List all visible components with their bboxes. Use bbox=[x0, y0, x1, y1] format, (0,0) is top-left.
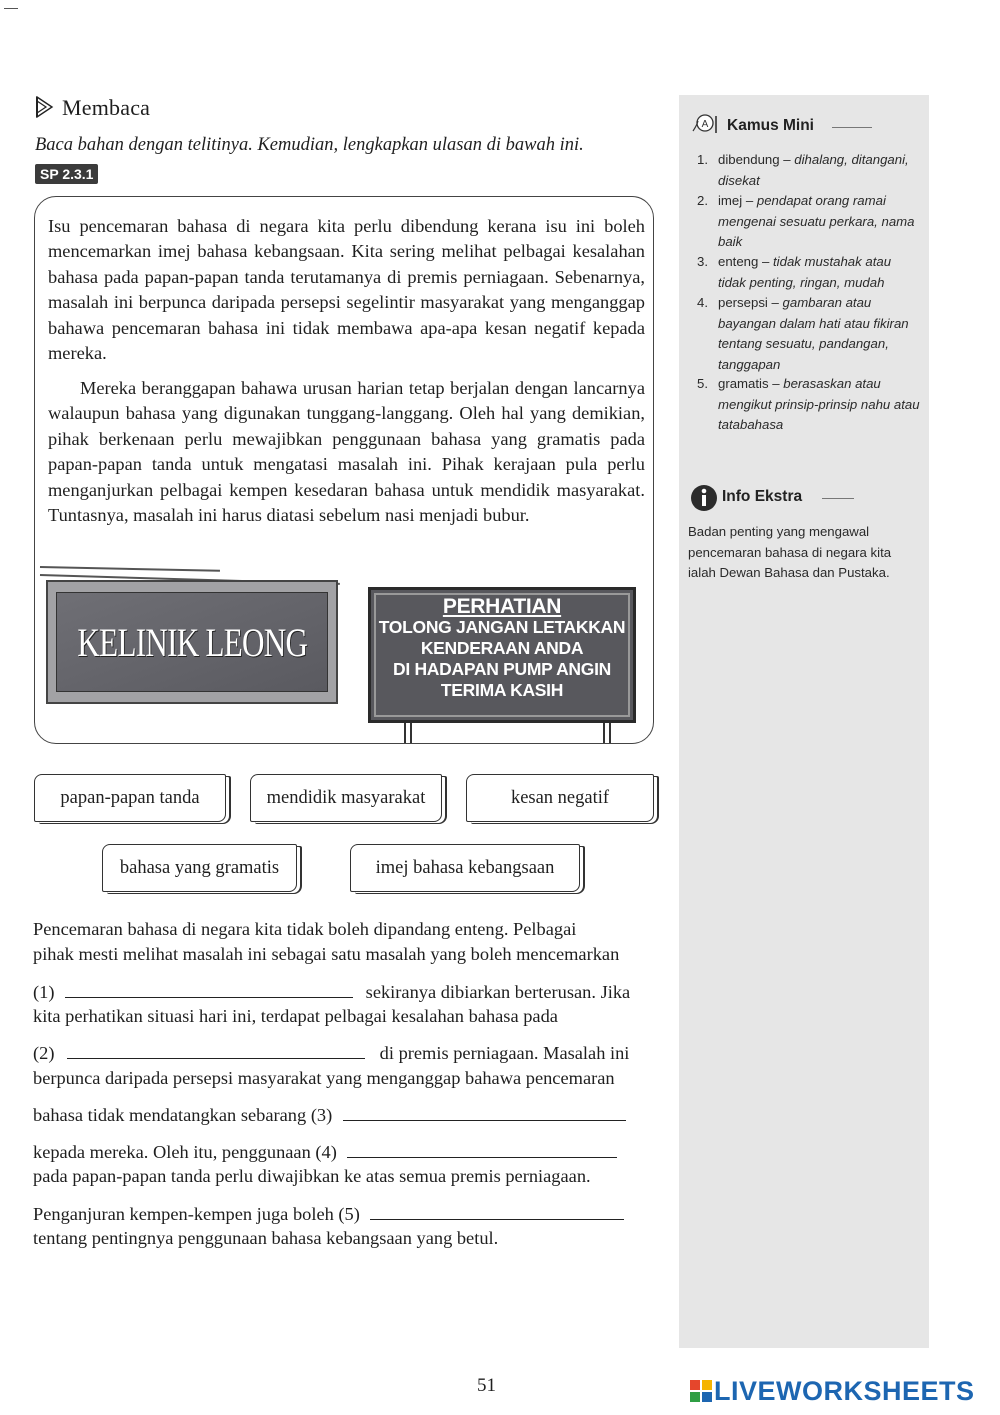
notice-line: TOLONG JANGAN LETAKKAN bbox=[378, 617, 626, 637]
skill-code-badge: SP 2.3.1 bbox=[35, 164, 98, 184]
watermark: LIVEWORKSHEETS bbox=[690, 1376, 975, 1407]
notice-line: KENDERAAN ANDA bbox=[420, 638, 584, 658]
exercise-line: kepada mereka. Oleh itu, penggunaan (4) bbox=[33, 1140, 617, 1165]
clinic-sign-text: KELINIK LEONG bbox=[77, 619, 307, 665]
answer-blank-5[interactable] bbox=[370, 1203, 624, 1220]
word-bank-item[interactable]: imej bahasa kebangsaan bbox=[350, 844, 580, 892]
exercise-line: (2) di premis perniagaan. Masalah ini bbox=[33, 1043, 630, 1063]
notice-line: TERIMA KASIH bbox=[440, 680, 564, 700]
blank-number: (3) bbox=[310, 1105, 333, 1125]
info-extra-text: Badan penting yang mengawal pencemaran bahasa di negara kita ialah Dewan Bahasa dan Pustaka. bbox=[688, 524, 892, 580]
title-rule bbox=[822, 498, 854, 499]
arrow-bullet-icon bbox=[35, 96, 55, 118]
exercise-line: pihak mesti melihat masalah ini sebagai satu masalah yang boleh mencemarkan bbox=[33, 944, 620, 964]
kamus-mini-title: Kamus Mini bbox=[727, 117, 814, 134]
clinic-signboard bbox=[46, 580, 338, 704]
answer-blank-1[interactable] bbox=[65, 981, 353, 998]
word-bank-item[interactable]: mendidik masyarakat bbox=[250, 774, 442, 822]
word-bank-item[interactable]: papan-papan tanda bbox=[34, 774, 226, 822]
section-title: Membaca bbox=[62, 95, 151, 120]
blank-number: (4) bbox=[315, 1142, 337, 1162]
kamus-item: 4. persepsi – gambaran atau bayangan dalam hati atau fikiran tentang sesuatu, pandangan, tanggapan bbox=[697, 295, 909, 372]
exercise-line: (1) sekiranya dibiarkan berterusan. Jika bbox=[33, 982, 631, 1002]
signpost bbox=[404, 723, 406, 743]
exercise-line: pada papan-papan tanda perlu diwajibkan ke atas semua premis perniagaan. bbox=[33, 1166, 591, 1186]
blank-number: (2) bbox=[33, 1043, 55, 1063]
blank-number: (5) bbox=[338, 1204, 360, 1224]
notice-line: PERHATIAN bbox=[442, 595, 562, 618]
passage-paragraph-2: Mereka beranggapan bahawa urusan harian tetap berjalan dengan lancarnya walaupun bahasa yang digunakan tunggang-langgang. Oleh hal yang demikian, pihak berkenaan perlu mewajibkan penggunaan bahasa yang gramatis pada papan-papan tanda untuk mengatasi masalah ini. Pihak kerajaan pula perlu menganjurkan pelbagai kempen kesedaran bahasa untuk mendidik masyarakat. Tuntasnya, masalah ini harus diatasi sebelum nasi menjadi bubur. bbox=[48, 378, 645, 526]
notice-line: DI HADAPAN PUMP ANGIN bbox=[393, 659, 611, 679]
answer-blank-2[interactable] bbox=[67, 1042, 365, 1059]
kamus-item: 2. imej – pendapat orang ramai mengenai sesuatu perkara, nama baik bbox=[697, 193, 915, 249]
passage-paragraph-1: Isu pencemaran bahasa di negara kita perlu dibendung kerana isu ini boleh mencemarkan imej bahasa kebangsaan. Kita sering melihat pelbagai kesalahan bahasa pada papan-papan tanda terutamanya di premis perniagaan. Sebenarnya, masalah ini berpunca daripada persepsi segelintir masyarakat yang menganggap bahawa pencemaran bahasa ini tidak membawa apa-apa kesan negatif kepada mereka. bbox=[48, 216, 645, 364]
liveworksheets-logo-icon bbox=[690, 1380, 712, 1402]
exercise-line: tentang pentingnya penggunaan bahasa kebangsaan yang betul. bbox=[33, 1228, 499, 1248]
instruction-text: Baca bahan dengan telitinya. Kemudian, lengkapkan ulasan di bawah ini. bbox=[35, 135, 584, 155]
answer-blank-4[interactable] bbox=[347, 1141, 617, 1158]
exercise-line: Pencemaran bahasa di negara kita tidak boleh dipandang enteng. Pelbagai bbox=[33, 919, 577, 939]
svg-text:A: A bbox=[701, 119, 709, 130]
exercise-line: kita perhatikan situasi hari ini, terdapat pelbagai kesalahan bahasa pada bbox=[33, 1006, 558, 1026]
page-number: 51 bbox=[477, 1375, 496, 1396]
blank-number: (1) bbox=[33, 982, 55, 1002]
dictionary-icon bbox=[690, 113, 720, 135]
exercise-line: Penganjuran kempen-kempen juga boleh (5) bbox=[33, 1202, 624, 1227]
signpost bbox=[410, 723, 412, 743]
info-icon bbox=[689, 483, 719, 513]
corner-mark bbox=[4, 8, 18, 9]
exercise-line: bahasa tidak mendatangkan sebarang (3) bbox=[33, 1103, 626, 1128]
signpost bbox=[603, 723, 605, 743]
title-rule bbox=[832, 127, 872, 128]
word-bank-item[interactable]: kesan negatif bbox=[466, 774, 654, 822]
notice-signboard bbox=[368, 587, 636, 723]
answer-blank-3[interactable] bbox=[343, 1104, 626, 1121]
info-extra-title: Info Ekstra bbox=[722, 488, 803, 505]
kamus-item: 5. gramatis – berasaskan atau mengikut prinsip-prinsip nahu atau tatabahasa bbox=[697, 376, 920, 432]
kamus-item: 1. dibendung – dihalang, ditangani, disekat bbox=[697, 152, 909, 188]
kamus-item: 3. enteng – tidak mustahak atau tidak penting, ringan, mudah bbox=[697, 254, 892, 290]
exercise-line: berpunca daripada persepsi masyarakat yang menganggap bahawa pencemaran bbox=[33, 1068, 615, 1088]
signpost bbox=[609, 723, 611, 743]
word-bank-item[interactable]: bahasa yang gramatis bbox=[102, 844, 297, 892]
